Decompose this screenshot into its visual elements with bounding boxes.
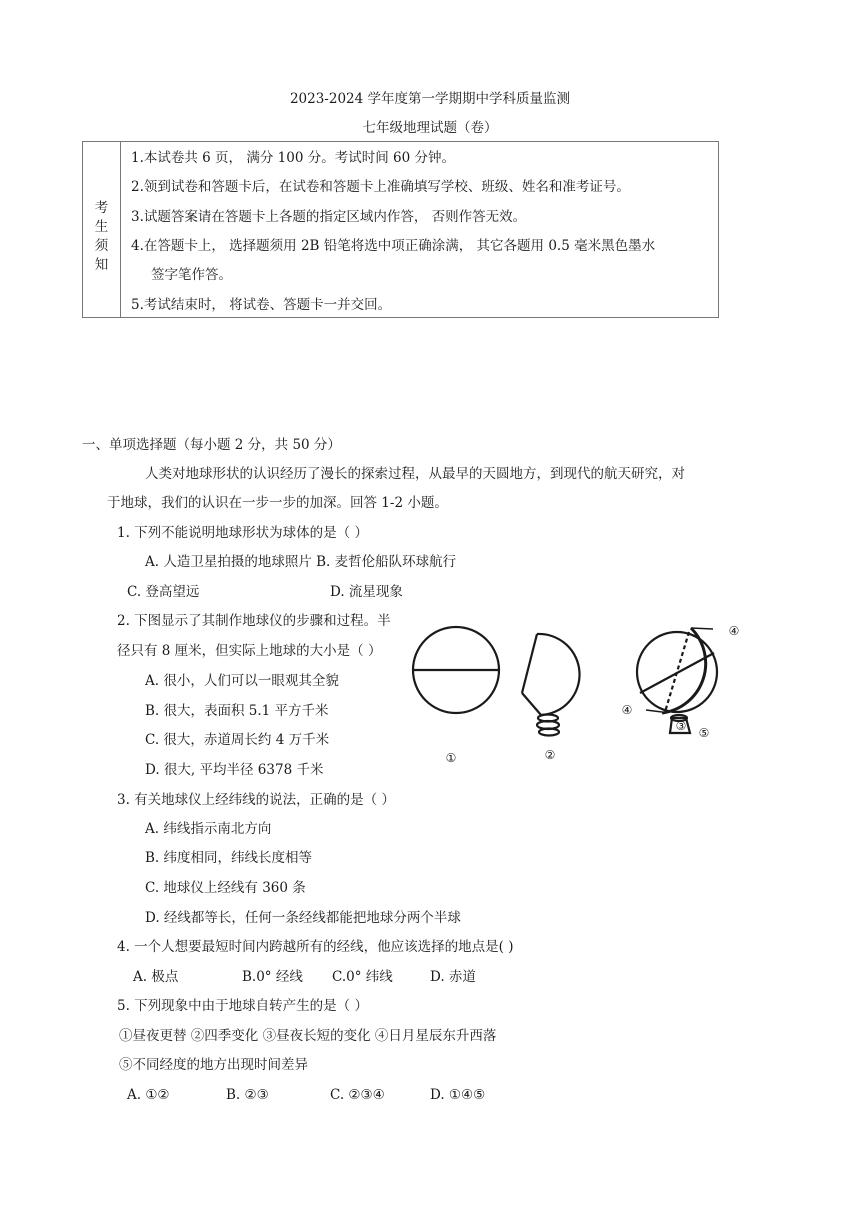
q5-option-b: B. ②③ — [226, 1087, 269, 1103]
q5-stem: 5. 下列现象中由于地球自转产生的是（ ） — [117, 998, 368, 1014]
section-intro-line1: 人类对地球形状的认识经历了漫长的探索过程，从最早的天圆地方，到现代的航天研究，对 — [145, 466, 685, 482]
q1-option-d: D. 流星现象 — [330, 584, 403, 600]
globe-making-figure — [400, 615, 760, 775]
q3-stem: 3. 有关地球仪上经纬线的说法，正确的是（ ） — [117, 792, 395, 808]
fig-label-base: ⑤ — [698, 726, 710, 740]
notice-item-4-cont: 签字笔作答。 — [151, 267, 232, 283]
q5-option-a: A. ①② — [127, 1087, 170, 1103]
fig-label-step2: ② — [544, 748, 556, 762]
exam-notice-box — [82, 141, 719, 318]
exam-subtitle: 七年级地理试题（卷） — [362, 120, 498, 136]
fig-label-step1: ① — [445, 751, 457, 765]
notice-item-4: 4.在答题卡上， 选择题须用 2B 铅笔将选中项正确涂满， 其它各题用 0.5 毫米黑色墨水 — [131, 238, 656, 254]
section-intro-line2: 于地球，我们的认识在一步一步的加深。回答 1-2 小题。 — [107, 495, 448, 511]
q4-option-d: D. 赤道 — [430, 969, 476, 985]
q4-stem: 4. 一个人想要最短时间内跨越所有的经线，他应该选择的地点是( ) — [117, 939, 514, 955]
q2-option-b: B. 很大，表面积 5.1 平方千米 — [145, 703, 329, 719]
q4-option-a: A. 极点 — [133, 969, 179, 985]
q3-option-a: A. 纬线指示南北方向 — [145, 821, 272, 837]
q4-option-b: B.0° 经线 — [242, 969, 303, 985]
fig-label-step3: ③ — [675, 719, 687, 733]
q2-stem-line2: 径只有 8 厘米，但实际上地球的大小是（ ） — [117, 643, 382, 659]
notice-item-5: 5.考试结束时， 将试卷、答题卡一并交回。 — [131, 297, 392, 313]
q4-option-c: C.0° 纬线 — [332, 969, 393, 985]
q5-items-line2: ⑤不同经度的地方出现时间差异 — [119, 1057, 308, 1073]
q3-option-c: C. 地球仪上经线有 360 条 — [145, 880, 306, 896]
q5-option-d: D. ①④⑤ — [430, 1087, 486, 1103]
exam-title: 2023-2024 学年度第一学期期中学科质量监测 — [289, 91, 571, 107]
q1-option-c: C. 登高望远 — [127, 584, 200, 600]
q1-options-ab: A. 人造卫星拍摄的地球照片 B. 麦哲伦船队环球航行 — [145, 554, 457, 570]
q3-option-b: B. 纬度相同，纬线长度相等 — [145, 850, 313, 866]
notice-item-3: 3.试题答案请在答题卡上各题的指定区域内作答， 否则作答无效。 — [131, 209, 527, 225]
section-heading: 一、单项选择题（每小题 2 分，共 50 分） — [82, 437, 341, 453]
notice-item-1: 1.本试卷共 6 页， 满分 100 分。考试时间 60 分钟。 — [131, 150, 455, 166]
notice-item-2: 2.领到试卷和答题卡后，在试卷和答题卡上准确填写学校、班级、姓名和准考证号。 — [131, 179, 630, 195]
notice-label: 考 生 须 知 — [83, 142, 121, 317]
q5-option-c: C. ②③④ — [330, 1087, 385, 1103]
q2-option-c: C. 很大，赤道周长约 4 万千米 — [145, 732, 330, 748]
q2-stem-line1: 2. 下图显示了其制作地球仪的步骤和过程。半 — [117, 613, 391, 629]
q3-option-d: D. 经线都等长，任何一条经线都能把地球分两个半球 — [145, 910, 461, 926]
q1-stem: 1. 下列不能说明地球形状为球体的是（ ） — [117, 525, 368, 541]
q2-option-d: D. 很大, 平均半径 6378 千米 — [145, 762, 324, 778]
q5-items-line1: ①昼夜更替 ②四季变化 ③昼夜长短的变化 ④日月星辰东升西落 — [119, 1028, 497, 1044]
fig-label-pivot: ④ — [621, 703, 633, 717]
step2-half-globe-icon — [537, 634, 580, 715]
q2-option-a: A. 很小，人们可以一眼观其全貌 — [145, 673, 339, 689]
fig-label-axis: ④ — [728, 624, 740, 638]
